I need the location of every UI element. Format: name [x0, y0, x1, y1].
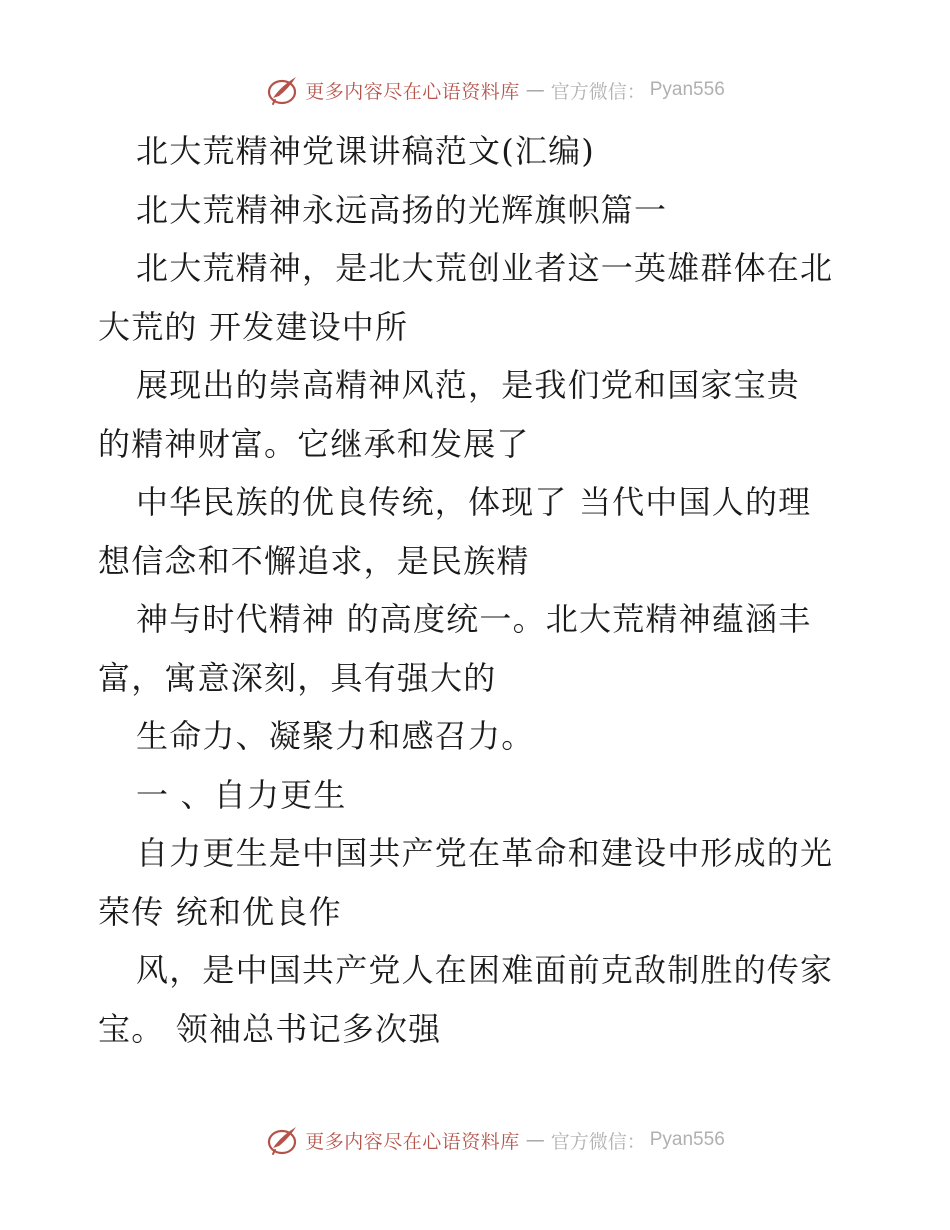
paragraph-line: 生命力、凝聚力和感召力。 — [136, 717, 535, 755]
watermark-banner-bottom — [0, 1120, 950, 1160]
paragraph-line: 展现出的崇高精神风范，是我们党和国家宝贵 — [136, 366, 801, 404]
paragraph-line: 北大荒精神，是北大荒创业者这一英雄群体在北 — [136, 249, 834, 287]
subsection-heading: 一 、自力更生 — [136, 775, 347, 814]
paragraph-line: 的精神财富。它继承和发展了 — [98, 424, 530, 463]
paragraph-line: 富，寓意深刻，具有强大的 — [98, 658, 497, 697]
watermark-dash: — — [525, 79, 545, 101]
watermark-text: 更多内容尽在心语资料库 — [305, 1130, 520, 1153]
paragraph-line: 荣传 统和优良作 — [98, 892, 342, 931]
document-title: 北大荒精神党课讲稿范文(汇编) — [136, 132, 595, 170]
watermark-banner-top — [0, 70, 950, 110]
watermark-wechat-label: 官方微信： — [550, 1130, 646, 1153]
document-body — [98, 122, 858, 1058]
section-heading: 北大荒精神永远高扬的光辉旗帜篇一 — [136, 190, 668, 229]
quill-logo-icon — [265, 72, 301, 108]
watermark-dash: — — [525, 1129, 545, 1151]
paragraph-line: 中华民族的优良传统，体现了 当代中国人的理 — [136, 483, 812, 521]
paragraph-line: 神与时代精神 的高度统一。北大荒精神蕴涵丰 — [136, 600, 812, 638]
quill-logo-icon — [265, 1122, 301, 1158]
paragraph-line: 大荒的 开发建设中所 — [98, 307, 409, 346]
paragraph-line: 风，是中国共产党人在困难面前克敌制胜的传家 — [136, 951, 834, 989]
watermark-wechat-id: Pyan556 — [649, 79, 725, 100]
watermark-text: 更多内容尽在心语资料库 — [305, 80, 520, 103]
paragraph-line: 宝。 领袖总书记多次强 — [98, 1009, 442, 1048]
watermark-wechat-id: Pyan556 — [649, 1129, 725, 1150]
paragraph-line: 想信念和不懈追求，是民族精 — [98, 541, 530, 580]
watermark-banner-inner — [265, 72, 725, 108]
paragraph-line: 自力更生是中国共产党在革命和建设中形成的光 — [136, 834, 834, 872]
watermark-wechat-label: 官方微信： — [550, 80, 646, 103]
watermark-banner-inner — [265, 1122, 725, 1158]
